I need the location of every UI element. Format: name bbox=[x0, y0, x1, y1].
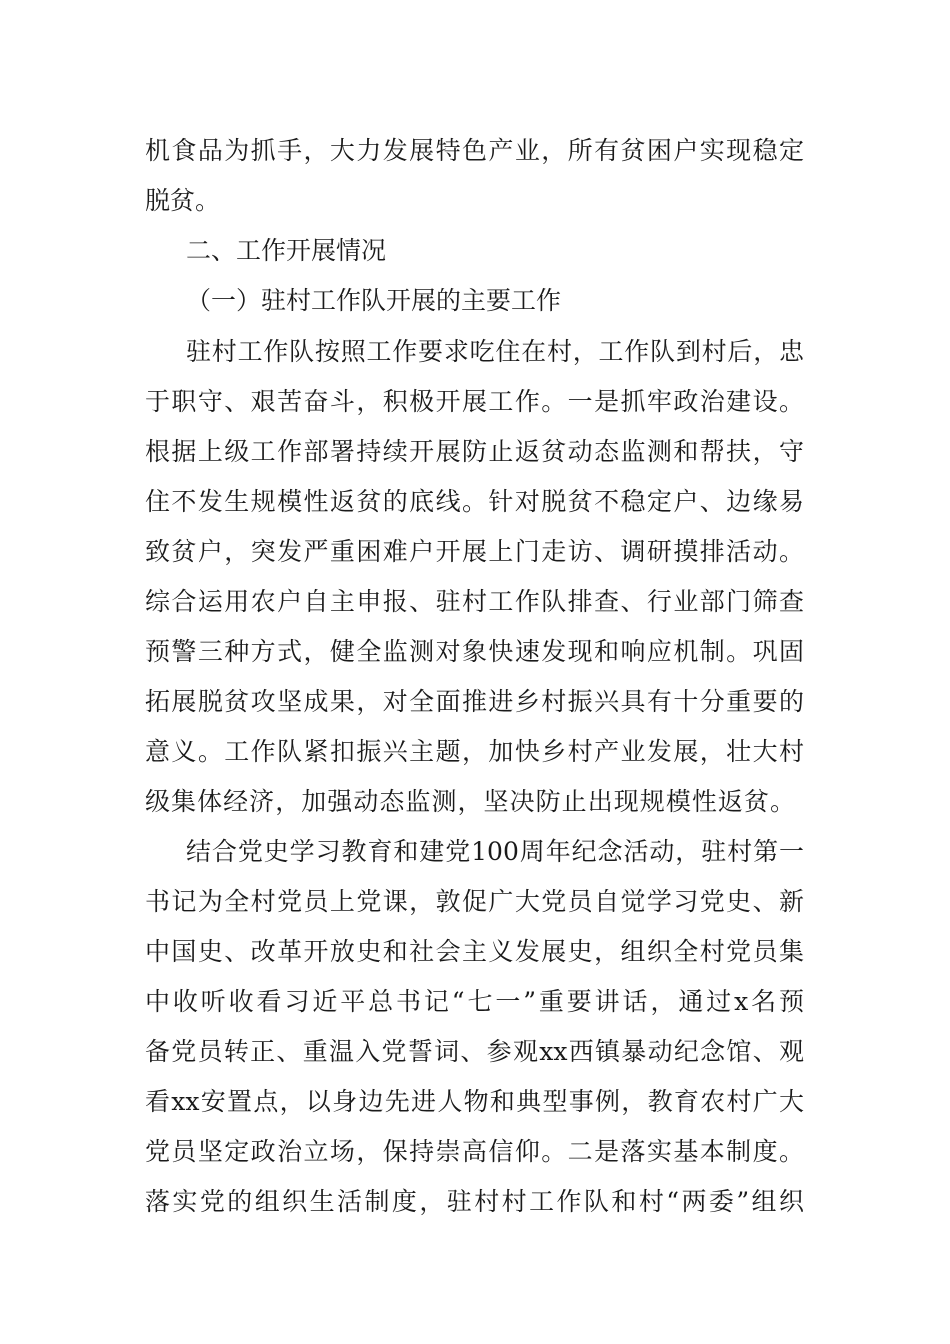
body-line: 预警三种方式，健全监测对象快速发现和响应机制。巩固 bbox=[145, 637, 804, 666]
body-line: 住不发生规模性返贫的底线。针对脱贫不稳定户、边缘易 bbox=[145, 487, 804, 516]
body-line: 落实党的组织生活制度，驻村村工作队和村“两委”组织 bbox=[145, 1187, 804, 1216]
body-line: 看xx安置点，以身边先进人物和典型事例，教育农村广大 bbox=[145, 1087, 804, 1116]
section-heading: 二、工作开展情况 bbox=[186, 236, 387, 265]
body-line: 中收听收看习近平总书记“七一”重要讲话，通过x名预 bbox=[145, 987, 804, 1016]
body-line: 书记为全村党员上党课，敦促广大党员自觉学习党史、新 bbox=[145, 887, 804, 916]
body-line: 意义。工作队紧扣振兴主题，加快乡村产业发展，壮大村 bbox=[145, 737, 804, 766]
body-line: 机食品为抓手，大力发展特色产业，所有贫困户实现稳定 bbox=[145, 136, 804, 165]
body-line: 党员坚定政治立场，保持崇高信仰。二是落实基本制度。 bbox=[145, 1137, 804, 1166]
body-line: 驻村工作队按照工作要求吃住在村，工作队到村后，忠 bbox=[186, 337, 804, 366]
body-line: 级集体经济，加强动态监测，坚决防止出现规模性返贫。 bbox=[145, 787, 795, 816]
body-line: 根据上级工作部署持续开展防止返贫动态监测和帮扶，守 bbox=[145, 437, 804, 466]
body-line: 拓展脱贫攻坚成果，对全面推进乡村振兴具有十分重要的 bbox=[145, 687, 804, 716]
body-line: 脱贫。 bbox=[145, 186, 221, 215]
body-line: 中国史、改革开放史和社会主义发展史，组织全村党员集 bbox=[145, 937, 804, 966]
body-line: 于职守、艰苦奋斗，积极开展工作。一是抓牢政治建设。 bbox=[145, 387, 804, 416]
body-line: 结合党史学习教育和建党100周年纪念活动，驻村第一 bbox=[186, 837, 804, 866]
body-line: 备党员转正、重温入党誓词、参观xx西镇暴动纪念馆、观 bbox=[145, 1037, 804, 1066]
body-line: 综合运用农户自主申报、驻村工作队排查、行业部门筛查 bbox=[145, 587, 804, 616]
body-line: 致贫户，突发严重困难户开展上门走访、调研摸排活动。 bbox=[145, 537, 804, 566]
subsection-heading: （一）驻村工作队开展的主要工作 bbox=[186, 286, 562, 315]
